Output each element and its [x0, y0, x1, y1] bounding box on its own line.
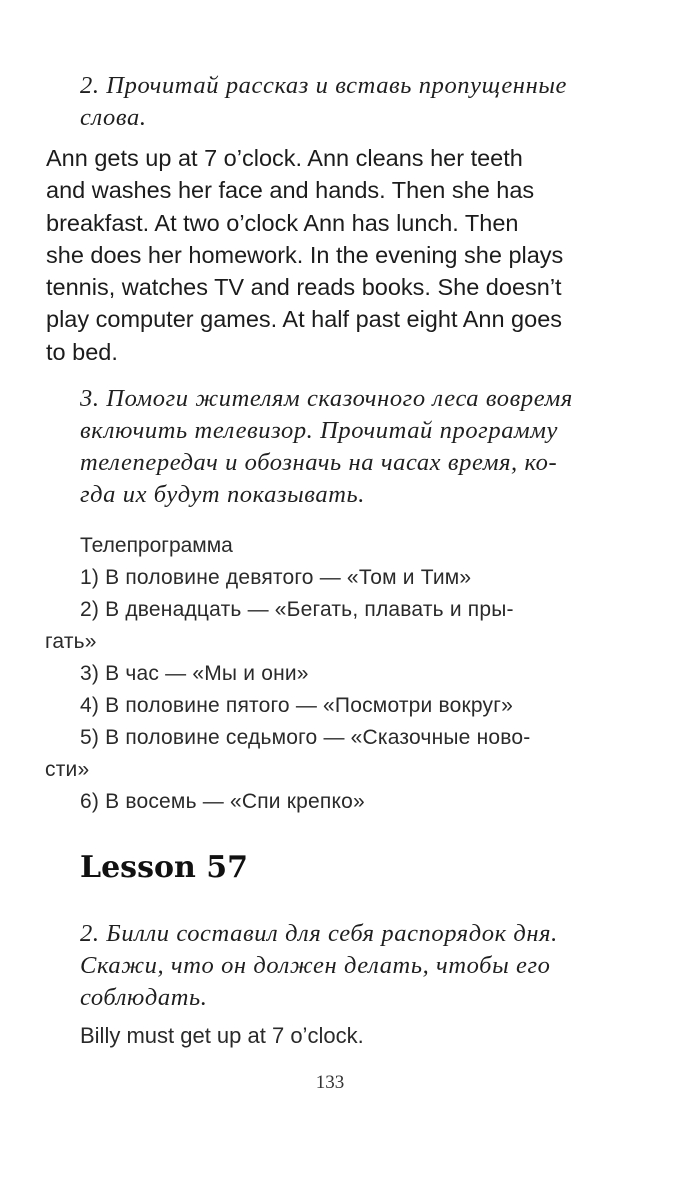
story-line: tennis, watches TV and reads books. She doesn’t — [46, 274, 562, 301]
program-item-text: 4) В половине пятого — «Посмотри вокруг» — [80, 694, 513, 717]
program-item — [80, 786, 640, 818]
program-item-text: 5) В половине седьмого — «Сказочные ново- — [80, 726, 531, 749]
program-item — [45, 594, 640, 658]
lesson-task-line: соблюдать. — [80, 984, 208, 1011]
program-item-text: 6) В восемь — «Спи крепко» — [80, 790, 365, 813]
story-line: breakfast. At two o’clock Ann has lunch. Then — [46, 209, 519, 236]
example-sentence: Billy must get up at 7 o’clock. — [80, 1023, 364, 1048]
task-3-line-1: 3. Помоги жителям сказочного леса вовремя — [80, 385, 573, 412]
task-3-line-3: телепередач и обозначь на часах время, ко- — [80, 449, 558, 476]
story-paragraph — [46, 142, 640, 368]
program-item-text: 2) В двенадцать — «Бегать, плавать и пры- — [80, 598, 514, 621]
task-3-instruction — [80, 383, 640, 511]
task-2-line-2: слова. — [80, 104, 147, 131]
program-item-continuation: сти» — [45, 758, 90, 781]
program-item — [80, 562, 640, 594]
lesson-task-line: Скажи, что он должен делать, чтобы его — [80, 952, 551, 979]
tv-program-title: Телепрограмма — [80, 534, 233, 557]
page-number: 133 — [315, 1072, 345, 1093]
program-item-text: 1) В половине девятого — «Том и Тим» — [80, 566, 472, 589]
task-2-instruction — [80, 70, 640, 134]
program-item-text: 3) В час — «Мы и они» — [80, 662, 309, 685]
lesson-heading: Lesson 57 — [80, 850, 248, 885]
task-2-line-1: 2. Прочитай рассказ и вставь пропущенные — [80, 72, 567, 99]
lesson-task-2-instruction — [80, 918, 640, 1014]
story-line: to bed. — [46, 338, 118, 365]
program-item-continuation: гать» — [45, 630, 97, 653]
task-3-line-2: включить телевизор. Прочитай программу — [80, 417, 558, 444]
program-item — [80, 658, 640, 690]
story-line: play computer games. At half past eight Ann goes — [46, 306, 563, 333]
program-item — [80, 690, 640, 722]
lesson-task-line: 2. Билли составил для себя распорядок дня. — [80, 920, 558, 947]
tv-program-list — [45, 562, 640, 818]
story-line: Ann gets up at 7 o’clock. Ann cleans her teeth — [46, 145, 523, 171]
program-item — [45, 722, 640, 786]
task-3-line-4: гда их будут показывать. — [80, 481, 365, 508]
story-line: she does her homework. In the evening she plays — [46, 241, 564, 268]
story-line: and washes her face and hands. Then she has — [46, 177, 535, 204]
